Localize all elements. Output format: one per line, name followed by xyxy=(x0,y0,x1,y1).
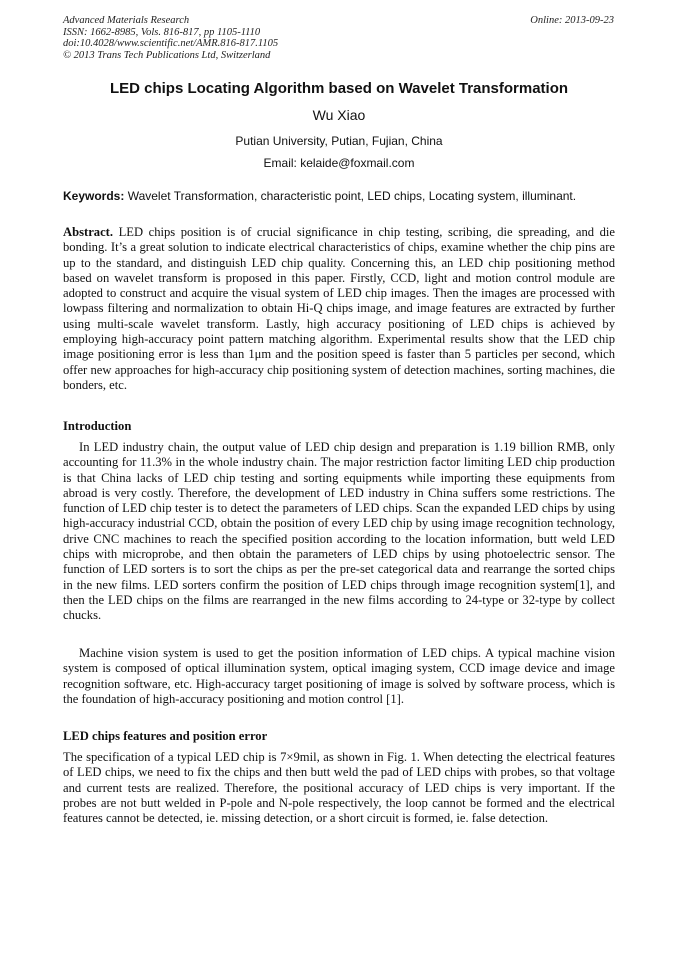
abstract-label: Abstract. xyxy=(63,225,114,239)
paper-title: LED chips Locating Algorithm based on Wavelet Transformation xyxy=(109,80,569,97)
introduction-paragraph-1: In LED industry chain, the output value of LED chip design and preparation is 1.19 billion RMB, only accounting for 11.3% in the whole industry chain. The major restriction factor limiting LED chip production is that China lacks of LED chip testing and sorting equipments while importing these equipments from abroad is very costly. Therefore, the development of LED industry in China suffers some restrictions. The function of LED chip tester is to detect the parameters of LED chips. Scan the expanded LED chips by using high-accuracy industrial CCD, obtain the position of every LED chip by using image recognition technology, drive CNC machines to reach the specified position according to the location information, butt weld LED chips with microprobe, and then obtain the parameters of LED chips by using photoelectric sensor. The function of LED sorters is to sort the chips as per the pre-set categorical data and rearrange the sorted chips in the new films. LED sorters confirm the position of LED chips through image recognition system[1], and then the LED chips on the films are rearranged in the new films according to 24-type or 32-type by collect chucks. xyxy=(63,440,615,623)
keywords-text: Wavelet Transformation, characteristic point, LED chips, Locating system, illuminant. xyxy=(124,189,577,203)
abstract-text: LED chips position is of crucial significance in chip testing, scribing, die spreading, and die bonding. It’s a great solution to indicate electrical characteristics of chips, examine whether the chip pins are up to the standard, and distinguish LED chip quality. Concerning this, an LED chip positioning method based on wavelet transform is proposed in this paper. Firstly, CCD, light and motion control module are adopted to construct and acquire the visual system of LED chip images. Then the images are processed with lowpass filtering and normalization to obtain Hi-Q chips image, and image features are extracted by further using multi-scale wavelet transform. Lastly, high accuracy positioning of LED chips is achieved by employing high-accuracy point pattern matching algorithm. Experimental results show that the LED chip image positioning error is less than 1μm and the position speed is faster than 5 particles per second, which offer new approaches for high-accuracy chip positioning system of detection machines, sorting machines, die bonders, etc. xyxy=(63,225,615,392)
keywords xyxy=(63,189,615,203)
journal-name: Advanced Materials Research xyxy=(63,15,190,26)
author-name: Wu Xiao xyxy=(312,107,366,123)
journal-header xyxy=(63,15,278,61)
abstract xyxy=(63,225,615,393)
keywords-label: Keywords: xyxy=(63,189,125,203)
introduction-paragraph-2: Machine vision system is used to get the position information of LED chips. A typical machine vision system is composed of optical illumination system, optical imaging system, CCD image device and image recognition software, etc. High-accuracy target positioning of image is solved by software process, which is the foundation of high-accuracy positioning and motion control [1]. xyxy=(63,646,615,706)
author-affiliation: Putian University, Putian, Fujian, China xyxy=(235,134,443,148)
section-heading-led-features: LED chips features and position error xyxy=(63,729,268,743)
doi-line: doi:10.4028/www.scientific.net/AMR.816-817.1105 xyxy=(63,38,279,50)
issn-line: ISSN: 1662-8985, Vols. 816-817, pp 1105-1110 xyxy=(63,26,261,38)
section-heading-introduction: Introduction xyxy=(63,419,132,433)
author-email: Email: kelaide@foxmail.com xyxy=(263,156,415,170)
led-features-paragraph: The specification of a typical LED chip is 7×9mil, as shown in Fig. 1. When detecting the electrical features of LED chips, we need to fix the chips and then butt weld the pad of LED chips with probes, so that voltage and current tests are realized. Therefore, the positional accuracy of LED chips is very important. If the probes are not butt welded in P-pole and N-pole respectively, the loop cannot be formed and the electrical features cannot be detected, ie. missing detection, or a short circuit is formed, ie. false detection. xyxy=(63,750,615,826)
online-date: Online: 2013-09-23 xyxy=(530,15,614,26)
copyright-line: © 2013 Trans Tech Publications Ltd, Switzerland xyxy=(63,49,271,61)
